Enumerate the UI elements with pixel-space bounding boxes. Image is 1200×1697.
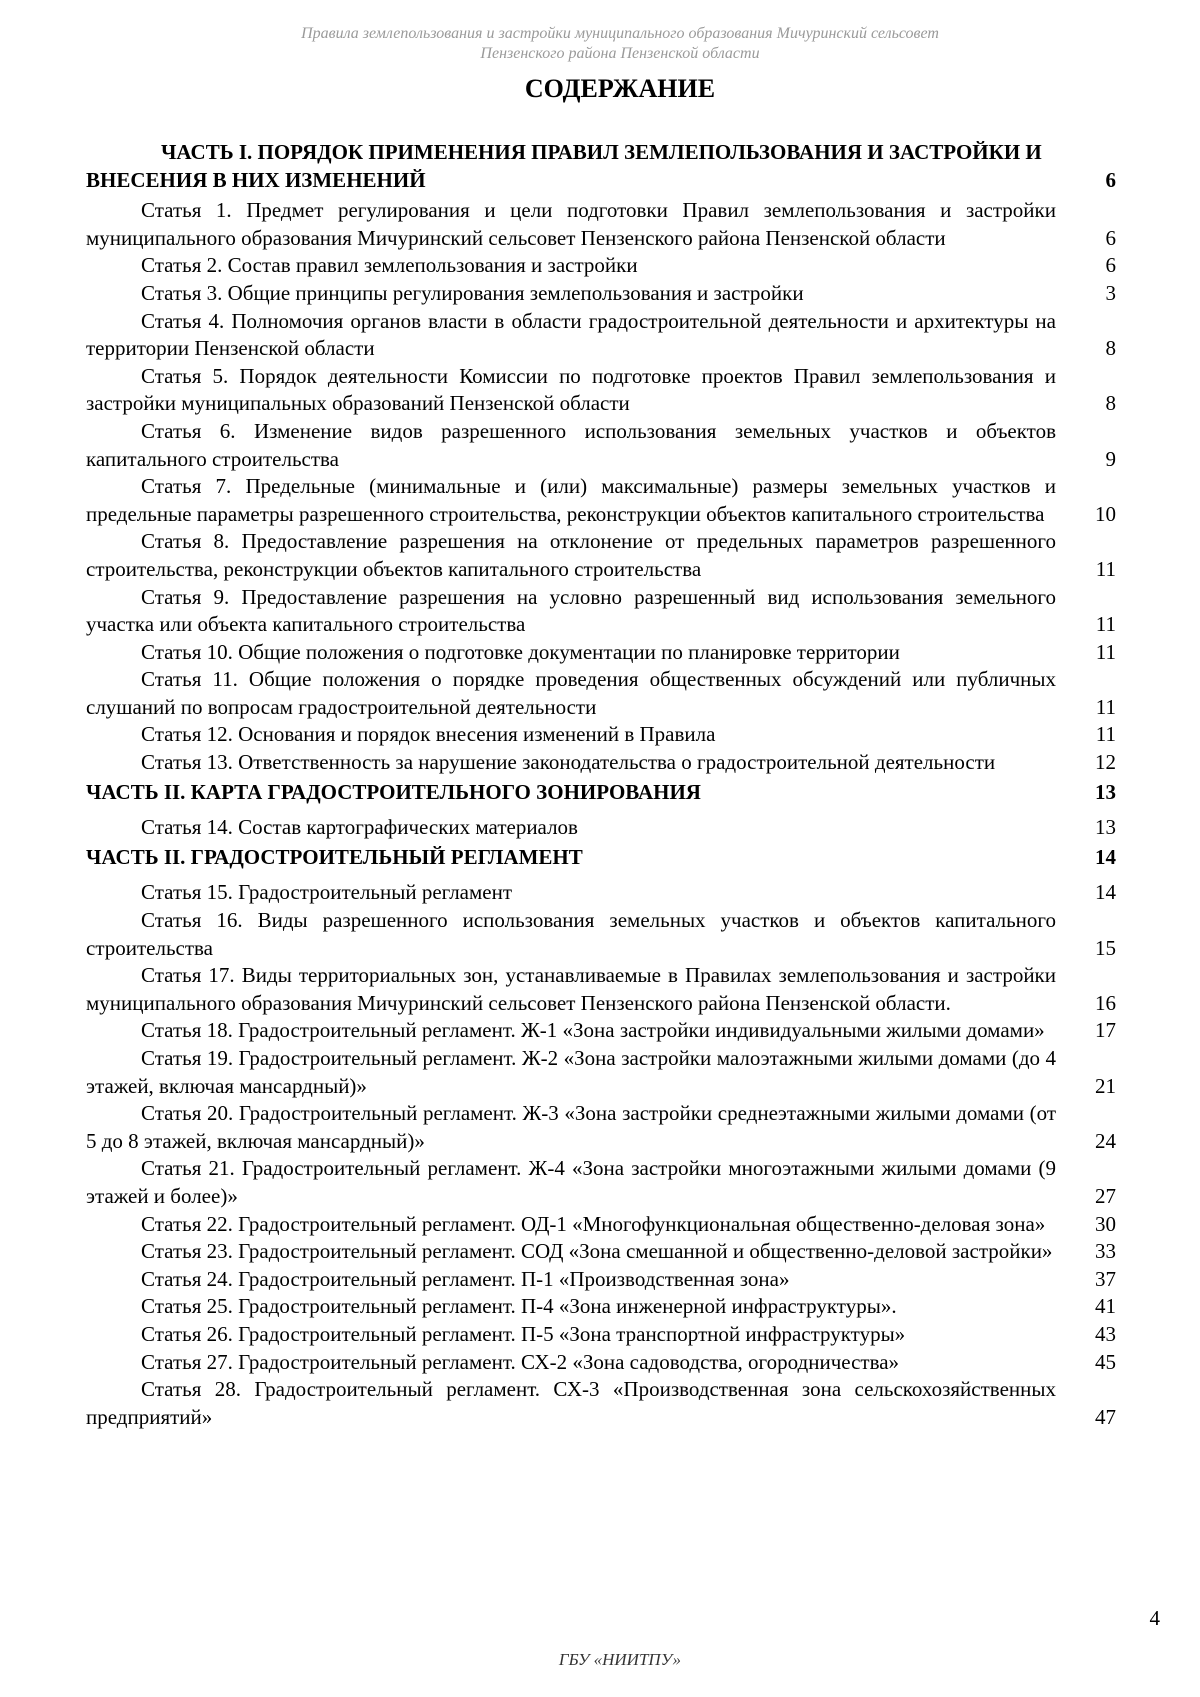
toc-page-number: 27 <box>1095 1183 1116 1208</box>
toc-entry[interactable] <box>86 879 1116 907</box>
page-title: СОДЕРЖАНИЕ <box>524 74 716 103</box>
toc-entry-title: Статья 22. Градостроительный регламент. ОД-1 «Многофункциональная общественно-деловая зона» <box>141 1211 1046 1236</box>
toc-entry-title: Статья 7. Предельные (минимальные и (или) максимальные) размеры земельных участков и предельные параметры разрешенного строительства, реконструкции объектов капитального строительства <box>86 474 1056 526</box>
toc-page-number: 6 <box>1105 225 1116 250</box>
page-number: 4 <box>1149 1606 1160 1630</box>
toc-page-number: 10 <box>1095 501 1116 526</box>
toc-entry-title: Статья 23. Градостроительный регламент. СОД «Зона смешанной и общественно-деловой застройки» <box>141 1239 1053 1264</box>
toc-entry-title: Статья 2. Состав правил землепользования и застройки <box>141 253 638 278</box>
toc-entry[interactable] <box>86 814 1116 842</box>
toc-entry[interactable] <box>86 584 1116 639</box>
toc-page-number: 11 <box>1095 612 1116 637</box>
toc-entry-title: Статья 11. Общие положения о порядке проведения общественных обсуждений или публичных слушаний по вопросам градостроительной деятельности <box>86 667 1056 719</box>
toc-page-number: 9 <box>1105 446 1116 471</box>
toc-entry[interactable] <box>86 1376 1116 1431</box>
toc-page-number: 24 <box>1095 1128 1116 1153</box>
toc-entry[interactable] <box>86 1349 1116 1377</box>
toc-page-number: 11 <box>1095 694 1116 719</box>
toc-part-1[interactable] <box>86 139 1116 194</box>
toc-page-number: 8 <box>1105 336 1116 361</box>
toc-entry[interactable] <box>86 528 1116 583</box>
toc-page-number: 11 <box>1095 639 1116 664</box>
table-of-contents <box>86 137 1116 1431</box>
toc-part-2[interactable] <box>86 779 1116 807</box>
toc-entry[interactable] <box>86 639 1116 667</box>
toc-page-number: 14 <box>1095 880 1116 905</box>
toc-page-number: 21 <box>1095 1073 1116 1098</box>
toc-page-number: 8 <box>1105 391 1116 416</box>
toc-page-number: 11 <box>1095 556 1116 581</box>
toc-page-number: 41 <box>1095 1294 1116 1319</box>
toc-entry-title: Статья 17. Виды территориальных зон, устанавливаемые в Правилах землепользования и застройки муниципального образования Мичуринский сельсовет Пензенского района Пензенской области. <box>86 963 1056 1015</box>
toc-entry[interactable] <box>86 1100 1116 1155</box>
toc-entry-title: Статья 14. Состав картографических материалов <box>141 815 578 840</box>
toc-entry-title: Статья 6. Изменение видов разрешенного использования земельных участков и объектов капитального строительства <box>86 418 1056 471</box>
toc-page-number: 47 <box>1095 1404 1116 1429</box>
toc-entry[interactable] <box>86 721 1116 749</box>
toc-entry-title: Статья 26. Градостроительный регламент. П-5 «Зона транспортной инфраструктуры» <box>141 1321 906 1346</box>
toc-entry-title: Статья 18. Градостроительный регламент. Ж-1 «Зона застройки индивидуальными жилыми домами» <box>141 1018 1045 1043</box>
toc-entry-title: Статья 12. Основания и порядок внесения изменений в Правила <box>141 722 716 747</box>
toc-page-number: 16 <box>1095 990 1116 1015</box>
toc-entry[interactable] <box>86 473 1116 528</box>
toc-entry-title: Статья 20. Градостроительный регламент. Ж-3 «Зона застройки среднеэтажными жилыми домами (от 5 до 8 этажей, включая мансардный)» <box>86 1101 1056 1153</box>
toc-entry[interactable] <box>86 749 1116 777</box>
running-footer: ГБУ «НИИТПУ» <box>558 1650 682 1669</box>
toc-page-number: 6 <box>1105 253 1116 278</box>
toc-entry[interactable] <box>86 1293 1116 1321</box>
toc-entry-title: Статья 27. Градостроительный регламент. СХ-2 «Зона садоводства, огородничества» <box>141 1349 900 1374</box>
toc-entry[interactable] <box>86 1017 1116 1045</box>
toc-page-number: 33 <box>1095 1239 1116 1264</box>
toc-part-title: ЧАСТЬ II. ГРАДОСТРОИТЕЛЬНЫЙ РЕГЛАМЕНТ <box>86 844 583 869</box>
toc-part-3[interactable] <box>86 844 1116 872</box>
toc-entry-title: Статья 21. Градостроительный регламент. Ж-4 «Зона застройки многоэтажными жилыми домами (9 этажей и более)» <box>86 1156 1056 1208</box>
toc-entry[interactable] <box>86 1211 1116 1239</box>
toc-entry[interactable] <box>86 666 1116 721</box>
toc-page-number: 6 <box>1105 167 1116 192</box>
toc-entry[interactable] <box>86 1266 1116 1294</box>
toc-page-number: 12 <box>1095 750 1116 775</box>
toc-entry-title: Статья 25. Градостроительный регламент. П-4 «Зона инженерной инфраструктуры». <box>141 1294 897 1319</box>
toc-entry[interactable] <box>86 197 1116 252</box>
toc-entry-title: Статья 9. Предоставление разрешения на условно разрешенный вид использования земельного участка или объекта капитального строительства <box>86 584 1056 637</box>
toc-part-title: ЧАСТЬ I. ПОРЯДОК ПРИМЕНЕНИЯ ПРАВИЛ ЗЕМЛЕПОЛЬЗОВАНИЯ И ЗАСТРОЙКИ И ВНЕСЕНИЯ В НИХ ИЗМЕНЕНИЙ <box>86 140 1042 192</box>
toc-entry[interactable] <box>86 1238 1116 1266</box>
running-header <box>0 24 1200 64</box>
toc-page-number: 13 <box>1095 815 1116 840</box>
toc-entry[interactable] <box>86 308 1116 363</box>
toc-page-number: 11 <box>1095 722 1116 747</box>
toc-entry[interactable] <box>86 962 1116 1017</box>
toc-entry-title: Статья 4. Полномочия органов власти в области градостроительной деятельности и архитектуры на территории Пензенской области <box>86 308 1056 361</box>
toc-entry[interactable] <box>86 363 1116 418</box>
toc-entry-title: Статья 1. Предмет регулирования и цели подготовки Правил землепользования и застройки муниципального образования Мичуринский сельсовет Пензенского района Пензенской области <box>86 198 1056 250</box>
toc-page-number: 14 <box>1095 844 1116 869</box>
toc-entry-title: Статья 24. Градостроительный регламент. П-1 «Производственная зона» <box>141 1266 790 1291</box>
toc-entry-title: Статья 8. Предоставление разрешения на отклонение от предельных параметров разрешенного строительства, реконструкции объектов капитального строительства <box>86 529 1056 581</box>
toc-entry[interactable] <box>86 280 1116 308</box>
toc-entry[interactable] <box>86 907 1116 962</box>
toc-page-number: 15 <box>1095 935 1116 960</box>
toc-entry-title: Статья 15. Градостроительный регламент <box>141 880 513 905</box>
toc-entry-title: Статья 28. Градостроительный регламент. СХ-3 «Производственная зона сельскохозяйственных предприятий» <box>86 1377 1056 1429</box>
toc-page-number: 45 <box>1095 1349 1116 1374</box>
toc-entry-title: Статья 16. Виды разрешенного использования земельных участков и объектов капитального строительства <box>86 908 1056 960</box>
toc-page-number: 37 <box>1095 1266 1116 1291</box>
toc-part-title: ЧАСТЬ II. КАРТА ГРАДОСТРОИТЕЛЬНОГО ЗОНИРОВАНИЯ <box>86 779 701 804</box>
toc-page-number: 43 <box>1095 1321 1116 1346</box>
toc-page-number: 3 <box>1105 280 1116 305</box>
toc-entry-title: Статья 19. Градостроительный регламент. Ж-2 «Зона застройки малоэтажными жилыми домами (до 4 этажей, включая мансардный)» <box>86 1046 1056 1098</box>
running-header-line-2: Пензенского района Пензенской области <box>480 45 760 62</box>
toc-entry[interactable] <box>86 1045 1116 1100</box>
toc-entry-title: Статья 13. Ответственность за нарушение законодательства о градостроительной деятельности <box>141 750 996 775</box>
toc-entry-title: Статья 5. Порядок деятельности Комиссии по подготовке проектов Правил землепользования и застройки муниципальных образований Пензенской области <box>86 363 1056 416</box>
toc-page-number: 30 <box>1095 1211 1116 1236</box>
toc-page-number: 17 <box>1095 1018 1116 1043</box>
toc-page-number: 13 <box>1095 779 1116 804</box>
toc-entry[interactable] <box>86 1321 1116 1349</box>
toc-entry[interactable] <box>86 252 1116 280</box>
running-header-line-1: Правила землепользования и застройки муниципального образования Мичуринский сельсовет <box>301 25 939 42</box>
toc-entry[interactable] <box>86 418 1116 473</box>
toc-entry[interactable] <box>86 1155 1116 1210</box>
toc-entry-title: Статья 10. Общие положения о подготовке документации по планировке территории <box>141 639 900 664</box>
toc-entry-title: Статья 3. Общие принципы регулирования землепользования и застройки <box>141 280 804 305</box>
